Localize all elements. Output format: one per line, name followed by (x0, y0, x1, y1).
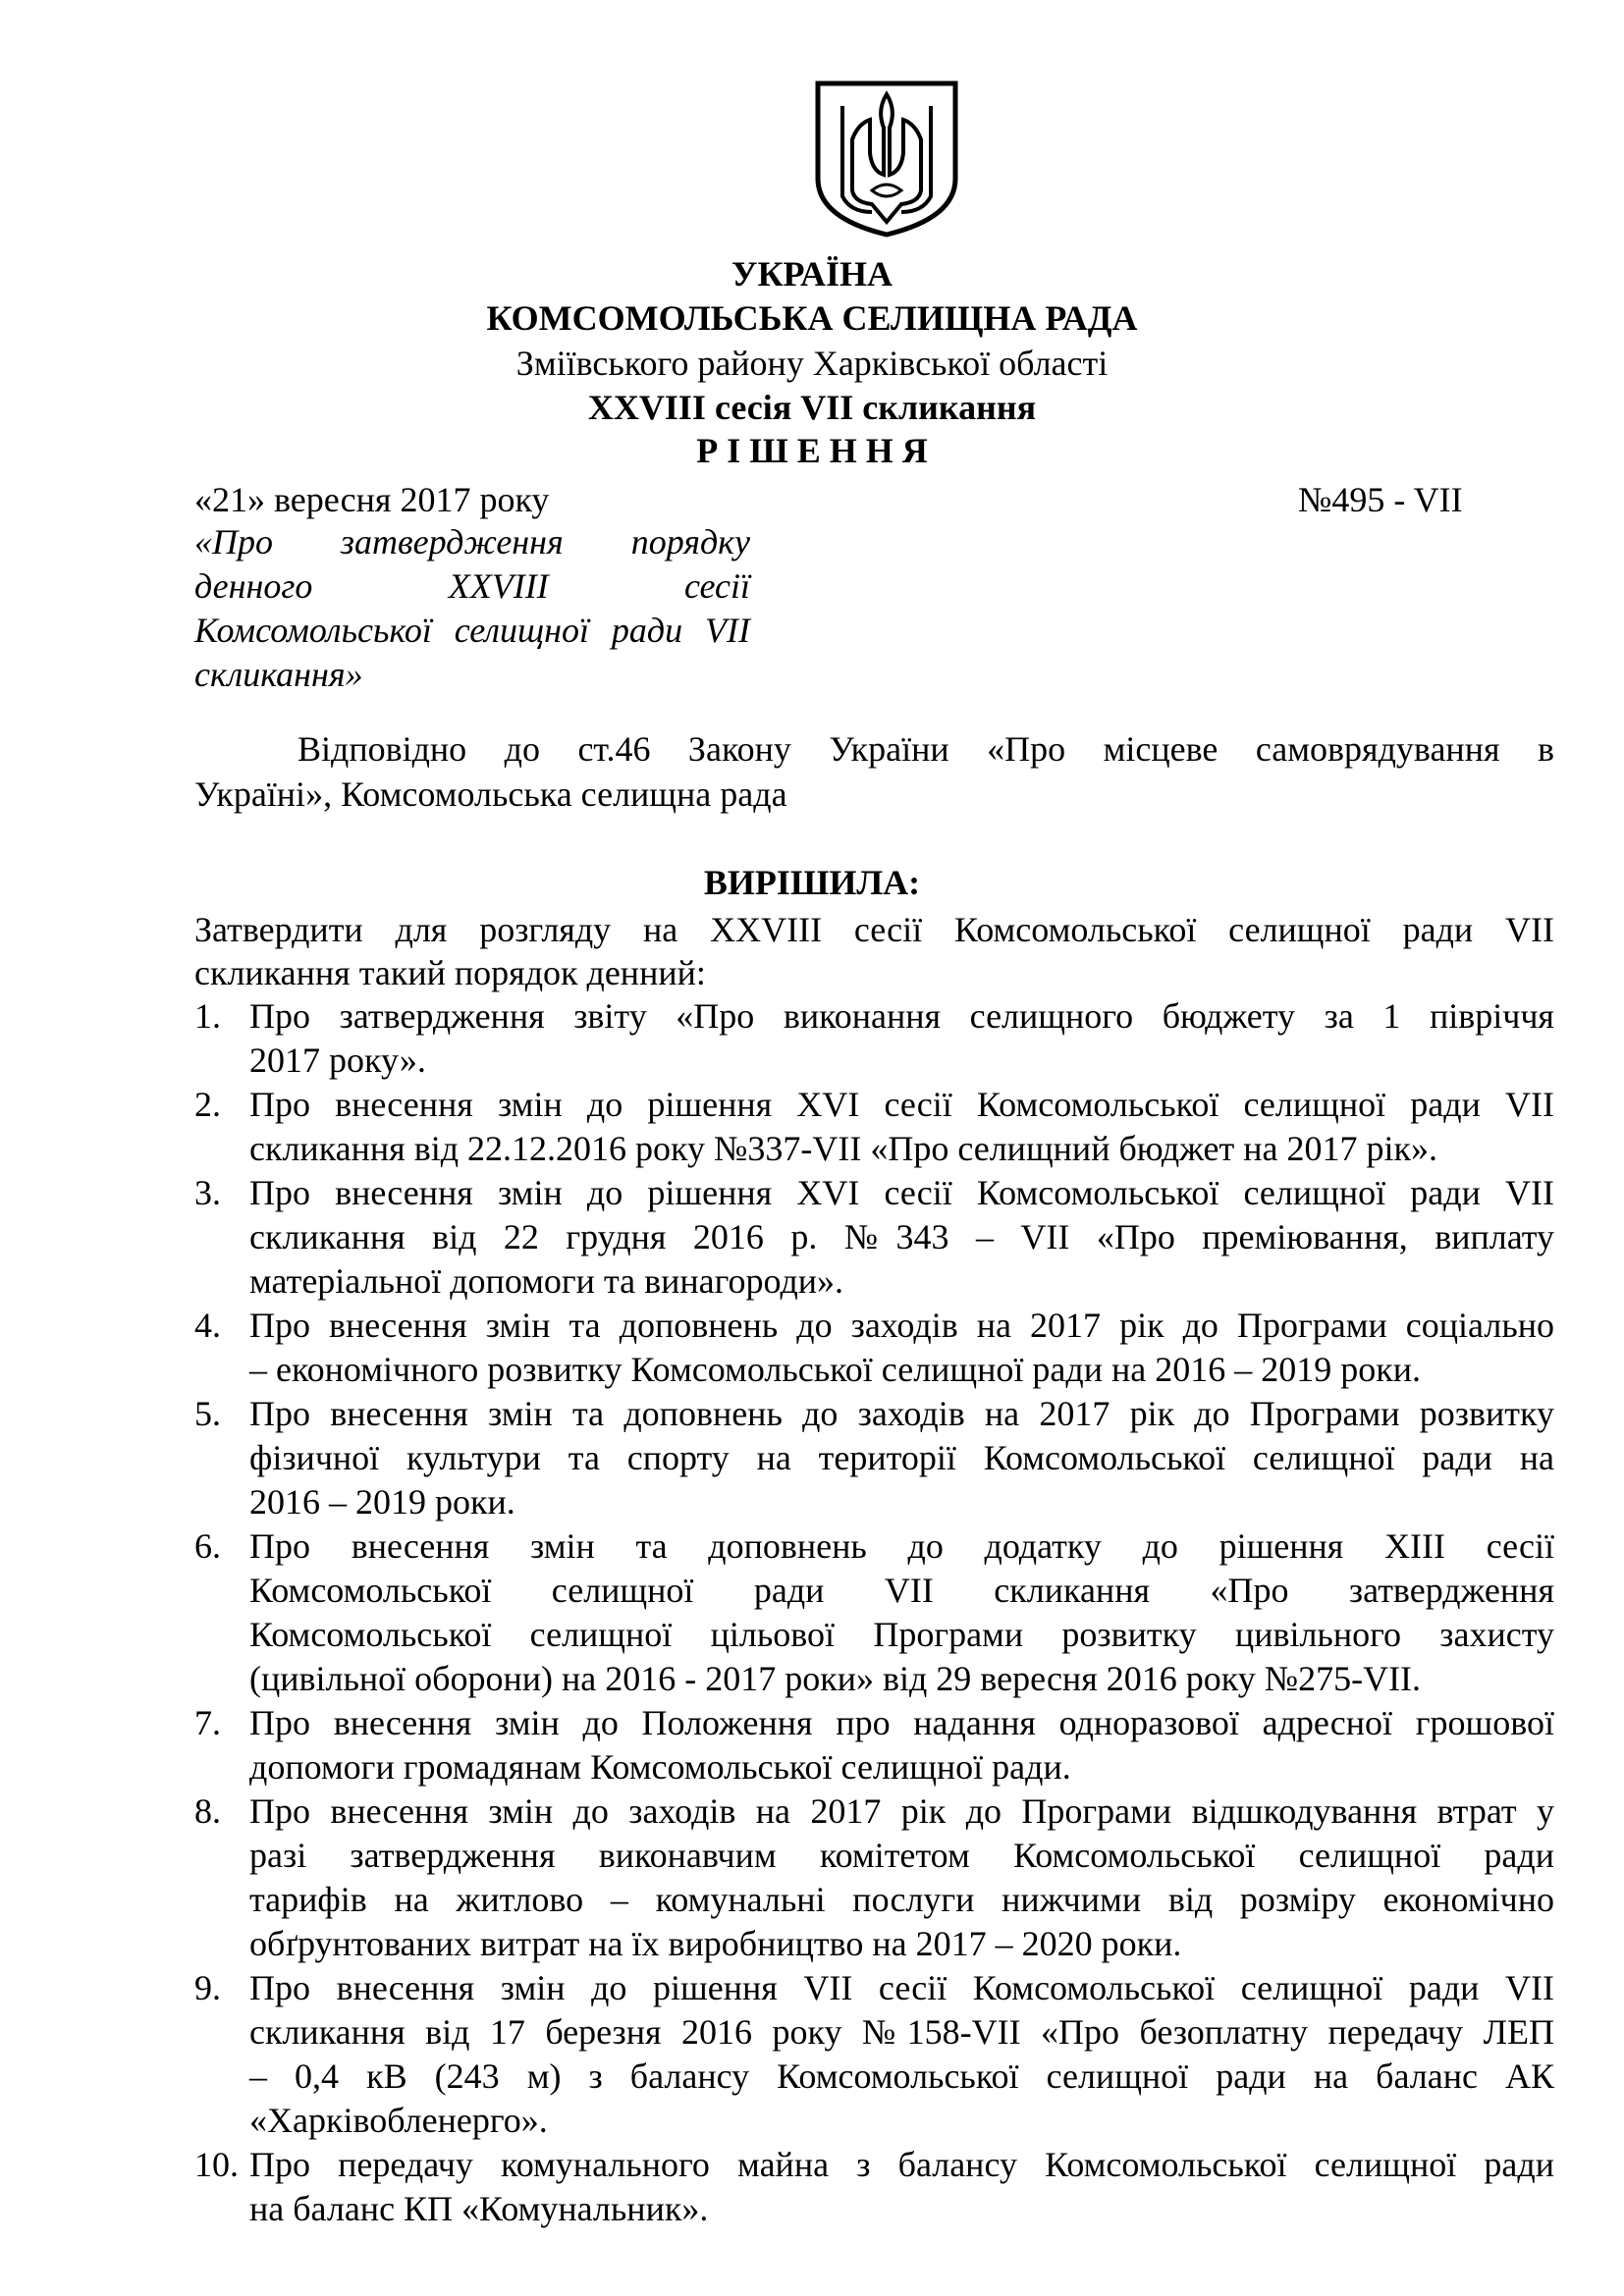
agenda-item-text: Про внесення змін до рішення VII сесії Комсомольської селищної ради VII (249, 1968, 1554, 2007)
agenda-item-number: 4. (194, 1306, 221, 1345)
agenda-item-text: тарифів на житлово – комунальні послуги нижчими від розміру економічно (249, 1880, 1554, 1919)
agenda-item-text: Про внесення змін та доповнень до заходів на 2017 рік до Програми розвитку (249, 1394, 1554, 1433)
agenda-item-number: 3. (194, 1173, 221, 1212)
session-title: XXVIII сесія VII скликання (587, 388, 1037, 427)
agenda-item-number: 5. (194, 1394, 221, 1433)
agenda-item-text: матеріальної допомоги та винагороди». (249, 1261, 844, 1301)
preamble-line: Відповідно до ст.46 Закону України «Про місцеве самоврядування в (298, 729, 1554, 769)
resolved-heading: ВИРІШИЛА: (703, 863, 921, 902)
agenda-item-text: «Харківобленерго». (249, 2101, 548, 2140)
intro-paragraph (194, 908, 1554, 994)
subject-line: денного XXVIII сесії (194, 566, 750, 606)
agenda-item-text: 2017 року». (249, 1041, 426, 1080)
agenda-item (194, 1524, 1554, 1701)
agenda-item-text: Про внесення змін до рішення XVI сесії Комсомольської селищної ради VII (249, 1085, 1554, 1124)
agenda-item (194, 1789, 1554, 1966)
agenda-item-text: скликання від 22.12.2016 року №337-VII «Про селищний бюджет на 2017 рік». (249, 1129, 1438, 1168)
decision-number: №495 - VII (1298, 480, 1463, 519)
agenda-item-text: Про внесення змін до Положення про надання одноразової адресної грошової (249, 1703, 1554, 1742)
agenda-item-text: Про передачу комунального майна з балансу Комсомольської селищної ради (249, 2145, 1554, 2184)
agenda-item-text: Про внесення змін до рішення XVI сесії Комсомольської селищної ради VII (249, 1173, 1554, 1212)
country-title: УКРАЇНА (731, 254, 893, 294)
preamble-paragraph (194, 726, 1554, 817)
agenda-item-text: обґрунтованих витрат на їх виробництво на 2017 – 2020 роки. (249, 1924, 1182, 1963)
agenda-item-text: скликання від 22 грудня 2016 р. №343 – VII «Про преміювання, виплату (249, 1217, 1554, 1256)
agenda-item-number: 10. (194, 2145, 239, 2184)
coat-of-arms-trident-icon (815, 80, 958, 238)
subject-line: Комсомольської селищної ради VII (194, 611, 750, 650)
agenda-item (194, 1304, 1554, 1392)
document-type-title: Р І Ш Е Н Н Я (696, 431, 928, 470)
agenda-item (194, 1171, 1554, 1304)
agenda-item-text: Про затвердження звіту «Про виконання селищного бюджету за 1 півріччя (249, 996, 1554, 1036)
decision-date: «21» вересня 2017 року (194, 480, 550, 519)
intro-line: Затвердити для розгляду на XXVIII сесії Комсомольської селищної ради VII (194, 910, 1554, 949)
council-title: КОМСОМОЛЬСЬКА СЕЛИЩНА РАДА (486, 298, 1138, 338)
agenda-item-text: – 0,4 кВ (243 м) з балансу Комсомольської селищної ради на баланс АК (249, 2056, 1554, 2096)
subject-line: «Про затвердження порядку (194, 522, 750, 561)
agenda-item-text: 2016 – 2019 роки. (249, 1482, 515, 1522)
agenda-item (194, 1392, 1554, 1524)
agenda-item-text: (цивільної оборони) на 2016 - 2017 роки» від 29 вересня 2016 року №275-VII. (249, 1659, 1422, 1698)
agenda-item (194, 1083, 1554, 1171)
agenda-item (194, 2143, 1554, 2231)
agenda-item-number: 6. (194, 1526, 221, 1566)
agenda-item-text: – економічного розвитку Комсомольської селищної ради на 2016 – 2019 роки. (249, 1350, 1421, 1389)
agenda-item (194, 1966, 1554, 2143)
agenda-item-text: скликання від 17 березня 2016 року №158-VII «Про безоплатну передачу ЛЕП (249, 2012, 1554, 2052)
agenda-item-text: Про внесення змін та доповнень до заходів на 2017 рік до Програми соціально (249, 1306, 1554, 1345)
agenda-item (194, 1701, 1554, 1789)
subject-line: скликання» (194, 655, 363, 694)
agenda-item-number: 7. (194, 1703, 221, 1742)
region-subtitle: Зміївського району Харківської області (515, 344, 1109, 383)
agenda-item-text: на баланс КП «Комунальник». (249, 2189, 709, 2228)
agenda-item-number: 9. (194, 1968, 221, 2007)
agenda-item-text: разі затвердження виконавчим комітетом Комсомольської селищної ради (249, 1836, 1554, 1875)
agenda-item-text: Про внесення змін до заходів на 2017 рік до Програми відшкодування втрат у (249, 1791, 1554, 1831)
decision-subject (194, 520, 750, 697)
agenda-item-text: Про внесення змін та доповнень до додатку до рішення XIII сесії (249, 1526, 1554, 1566)
agenda-item-number: 1. (194, 996, 221, 1036)
agenda-list (194, 994, 1554, 2231)
preamble-line: Україні», Комсомольська селищна рада (194, 774, 787, 814)
agenda-item-number: 2. (194, 1085, 221, 1124)
agenda-item-text: фізичної культури та спорту на території Комсомольської селищної ради на (249, 1438, 1554, 1477)
agenda-item-text: Комсомольської селищної ради VII скликання «Про затвердження (249, 1571, 1554, 1610)
agenda-item-text: допомоги громадянам Комсомольської селищної ради. (249, 1747, 1071, 1787)
intro-line: скликання такий порядок денний: (194, 953, 706, 992)
agenda-item (194, 994, 1554, 1083)
agenda-item-text: Комсомольської селищної цільової Програми розвитку цивільного захисту (249, 1615, 1554, 1654)
agenda-item-number: 8. (194, 1791, 221, 1831)
